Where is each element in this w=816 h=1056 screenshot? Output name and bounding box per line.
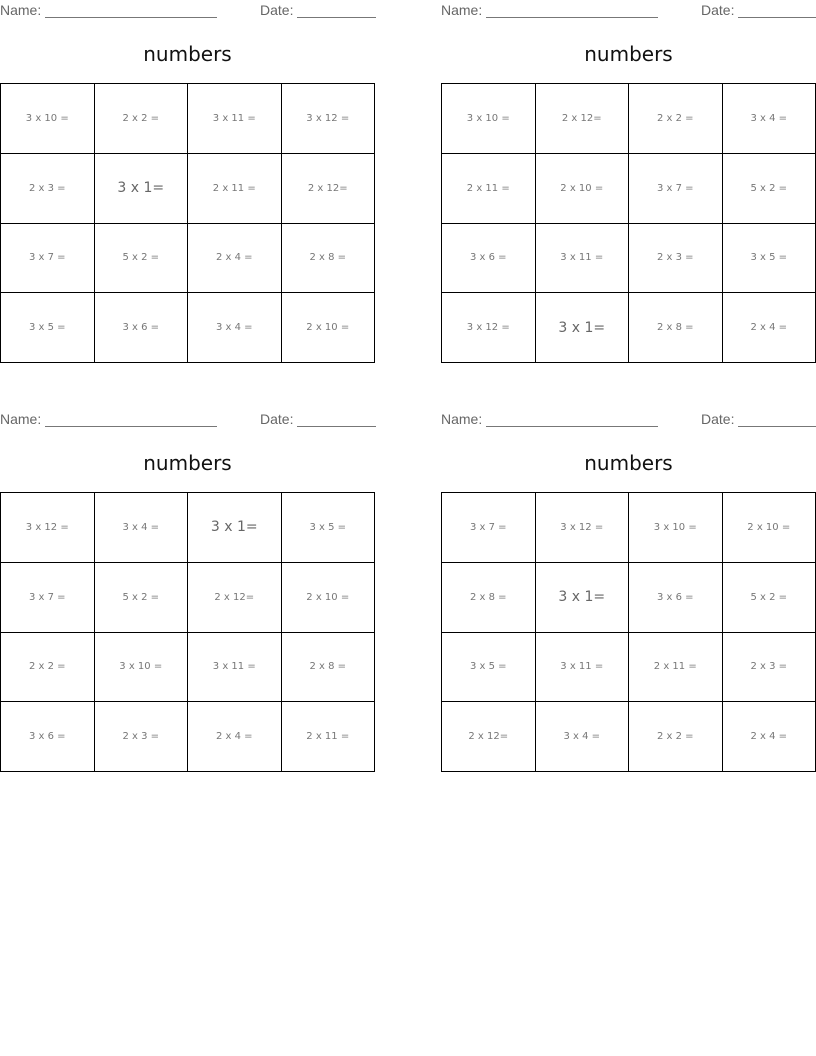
date-field[interactable] [297,411,376,427]
problem-cell: 2 x 2 = [94,84,188,154]
problem-cell: 2 x 8 = [281,632,375,702]
problem-cell: 2 x 10 = [535,153,629,223]
problem-cell: 2 x 3 = [1,153,95,223]
problem-cell: 5 x 2 = [722,153,816,223]
name-label: Name: [441,411,483,427]
problem-cell: 3 x 1= [188,493,282,563]
problem-cell: 3 x 11 = [535,632,629,702]
problem-cell: 3 x 12 = [442,293,536,363]
date-field[interactable] [738,2,816,18]
problem-cell: 2 x 2 = [629,702,723,772]
date-label: Date: [260,2,294,18]
worksheet-title: numbers [584,42,673,66]
problem-cell: 2 x 12= [188,562,282,632]
problem-cell: 2 x 8 = [629,293,723,363]
problem-cell: 3 x 4 = [722,84,816,154]
problem-cell: 2 x 10 = [281,293,375,363]
problem-cell: 3 x 11 = [188,84,282,154]
date-label: Date: [260,411,294,427]
date-label: Date: [701,2,735,18]
worksheet-title: numbers [584,451,673,475]
problem-cell: 3 x 6 = [629,562,723,632]
problem-cell: 2 x 2 = [1,632,95,702]
problem-cell: 2 x 4 = [722,293,816,363]
problem-cell: 3 x 10 = [1,84,95,154]
problem-cell: 3 x 5 = [1,293,95,363]
problem-cell: 3 x 4 = [94,493,188,563]
grid-row [442,632,816,702]
problem-cell: 5 x 2 = [94,562,188,632]
worksheet-2 [441,0,816,380]
grid-row [1,153,375,223]
multiplication-grid [441,83,816,363]
problem-cell: 3 x 1= [94,153,188,223]
name-label: Name: [0,2,42,18]
name-label: Name: [0,411,42,427]
date-field[interactable] [297,2,376,18]
problem-cell: 3 x 12 = [535,493,629,563]
date-label: Date: [701,411,735,427]
problem-cell: 2 x 3 = [629,223,723,293]
grid-row [1,293,375,363]
grid-row [442,493,816,563]
problem-cell: 2 x 11 = [629,632,723,702]
grid-row [442,84,816,154]
date-field[interactable] [738,411,816,427]
grid-row [1,223,375,293]
problem-cell: 2 x 12= [442,702,536,772]
problem-cell: 3 x 7 = [1,223,95,293]
problem-cell: 2 x 4 = [188,702,282,772]
problem-cell: 3 x 1= [535,562,629,632]
problem-cell: 2 x 3 = [722,632,816,702]
problem-cell: 2 x 4 = [722,702,816,772]
grid-row [442,223,816,293]
name-field[interactable] [486,2,658,18]
name-field[interactable] [45,411,217,427]
grid-row [1,702,375,772]
problem-cell: 2 x 11 = [442,153,536,223]
problem-cell: 3 x 5 = [442,632,536,702]
problem-cell: 2 x 10 = [722,493,816,563]
grid-row [442,293,816,363]
worksheet-title: numbers [143,451,232,475]
problem-cell: 2 x 11 = [188,153,282,223]
problem-cell: 3 x 10 = [629,493,723,563]
problem-cell: 3 x 11 = [188,632,282,702]
name-field[interactable] [45,2,217,18]
name-date-header [441,2,816,20]
grid-row [442,562,816,632]
problem-cell: 3 x 11 = [535,223,629,293]
grid-row [442,702,816,772]
name-date-header [0,2,380,20]
problem-cell: 5 x 2 = [722,562,816,632]
problem-cell: 3 x 10 = [442,84,536,154]
problem-cell: 3 x 10 = [94,632,188,702]
problem-cell: 3 x 4 = [535,702,629,772]
worksheet-1 [0,0,375,380]
problem-cell: 3 x 1= [535,293,629,363]
name-field[interactable] [486,411,658,427]
problem-cell: 5 x 2 = [94,223,188,293]
problem-cell: 3 x 6 = [1,702,95,772]
problem-cell: 3 x 4 = [188,293,282,363]
multiplication-grid [0,83,375,363]
grid-row [1,493,375,563]
problem-cell: 3 x 6 = [94,293,188,363]
problem-cell: 2 x 11 = [281,702,375,772]
worksheet-3 [0,409,375,789]
problem-cell: 3 x 5 = [281,493,375,563]
multiplication-grid [441,492,816,772]
problem-cell: 3 x 7 = [442,493,536,563]
grid-row [1,562,375,632]
grid-row [1,632,375,702]
problem-cell: 3 x 6 = [442,223,536,293]
problem-cell: 3 x 5 = [722,223,816,293]
problem-cell: 2 x 8 = [442,562,536,632]
problem-cell: 3 x 7 = [1,562,95,632]
name-date-header [441,411,816,429]
worksheet-4 [441,409,816,789]
name-date-header [0,411,380,429]
problem-cell: 2 x 12= [535,84,629,154]
problem-cell: 2 x 12= [281,153,375,223]
problem-cell: 2 x 4 = [188,223,282,293]
grid-row [1,84,375,154]
problem-cell: 2 x 3 = [94,702,188,772]
grid-row [442,153,816,223]
problem-cell: 3 x 7 = [629,153,723,223]
problem-cell: 2 x 10 = [281,562,375,632]
multiplication-grid [0,492,375,772]
problem-cell: 3 x 12 = [281,84,375,154]
problem-cell: 2 x 2 = [629,84,723,154]
problem-cell: 2 x 8 = [281,223,375,293]
name-label: Name: [441,2,483,18]
worksheet-title: numbers [143,42,232,66]
problem-cell: 3 x 12 = [1,493,95,563]
